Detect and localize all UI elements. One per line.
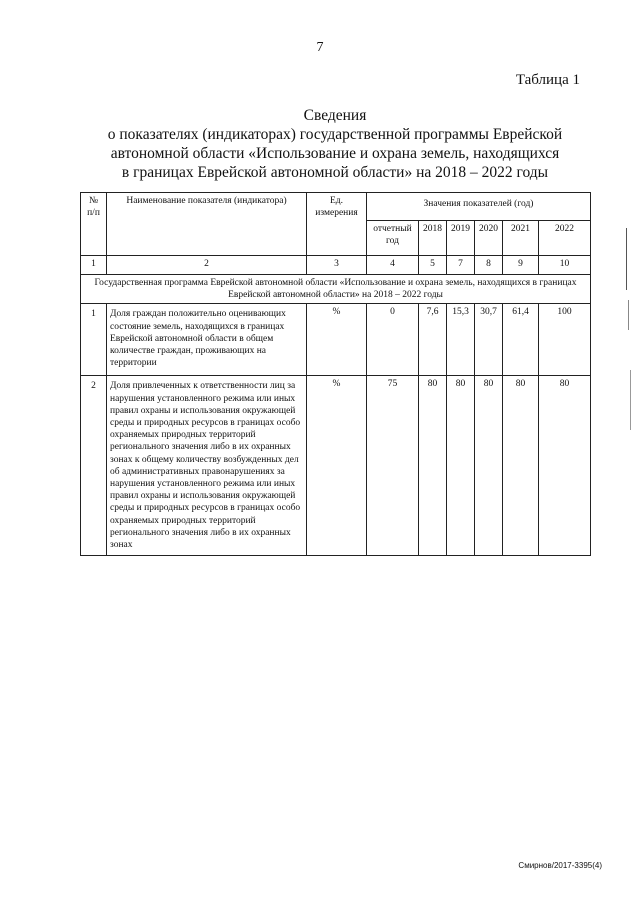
indicator-value: 7,6 xyxy=(419,304,447,376)
indicator-value: 15,3 xyxy=(447,304,475,376)
header-year: 2018 xyxy=(419,221,447,256)
header-year: отчетный год xyxy=(367,221,419,256)
program-row xyxy=(81,275,591,304)
column-number: 4 xyxy=(367,256,419,275)
header-name: Наименование показателя (индикатора) xyxy=(107,193,307,256)
table-row xyxy=(81,376,591,556)
indicator-value: 30,7 xyxy=(475,304,503,376)
indicator-name: Доля привлеченных к ответственности лиц за нарушения установленного режима или иных правил охраны и использования окружающей среды и природных ресурсов в границах особо охраняемых природных территорий регионального значения либо в их охранных зонах к общему количеству возбужденных дел об административных правонарушениях за нарушения установленного режима или иных правил охраны и использования окружающей среды и природных ресурсов в границах особо охраняемых природных территорий регионального значения либо в их охранных зонах xyxy=(107,376,307,556)
column-number: 3 xyxy=(307,256,367,275)
header-year: 2019 xyxy=(447,221,475,256)
program-title: Государственная программа Еврейской автономной области «Использование и охрана земель, находящихся в границах Еврейской автономной области» на 2018 – 2022 годы xyxy=(81,275,591,304)
column-number: 10 xyxy=(539,256,591,275)
row-num: 1 xyxy=(81,304,107,376)
indicator-value: 100 xyxy=(539,304,591,376)
header-year: 2022 xyxy=(539,221,591,256)
column-number: 2 xyxy=(107,256,307,275)
document-footer: Смирнов/2017-3395(4) xyxy=(518,861,602,870)
column-number-row xyxy=(81,256,591,275)
column-number: 8 xyxy=(475,256,503,275)
column-number: 7 xyxy=(447,256,475,275)
column-number: 1 xyxy=(81,256,107,275)
indicator-value: 80 xyxy=(419,376,447,556)
column-number: 5 xyxy=(419,256,447,275)
indicator-value: 80 xyxy=(447,376,475,556)
indicator-unit: % xyxy=(307,376,367,556)
document-title xyxy=(80,106,590,182)
indicator-value: 80 xyxy=(503,376,539,556)
header-num: № п/п xyxy=(81,193,107,256)
header-values-group: Значения показателей (год) xyxy=(367,193,591,221)
title-line: автономной области «Использование и охрана земель, находящихся xyxy=(110,145,560,162)
header-year: 2021 xyxy=(503,221,539,256)
header-row xyxy=(81,193,591,221)
scan-edge-mark xyxy=(626,228,627,290)
indicator-value: 0 xyxy=(367,304,419,376)
title-line: о показателях (индикаторах) государственной программы Еврейской xyxy=(107,126,563,143)
indicator-value: 61,4 xyxy=(503,304,539,376)
scan-edge-mark xyxy=(628,300,629,330)
scan-edge-mark xyxy=(630,370,631,430)
row-num: 2 xyxy=(81,376,107,556)
title-line: в границах Еврейской автономной области» на 2018 – 2022 годы xyxy=(121,164,549,181)
table-label: Таблица 1 xyxy=(515,72,580,88)
indicator-unit: % xyxy=(307,304,367,376)
indicator-name: Доля граждан положительно оценивающих состояние земель, находящихся в границах Еврейской автономной области в общем количестве граждан, проживающих на территории xyxy=(107,304,307,376)
header-year: 2020 xyxy=(475,221,503,256)
title-line: Сведения xyxy=(303,107,367,124)
indicator-value: 80 xyxy=(475,376,503,556)
indicator-value: 80 xyxy=(539,376,591,556)
indicators-table xyxy=(80,192,591,556)
page-number: 7 xyxy=(316,40,324,55)
table-row xyxy=(81,304,591,376)
indicator-value: 75 xyxy=(367,376,419,556)
column-number: 9 xyxy=(503,256,539,275)
header-unit: Ед. измерения xyxy=(307,193,367,256)
